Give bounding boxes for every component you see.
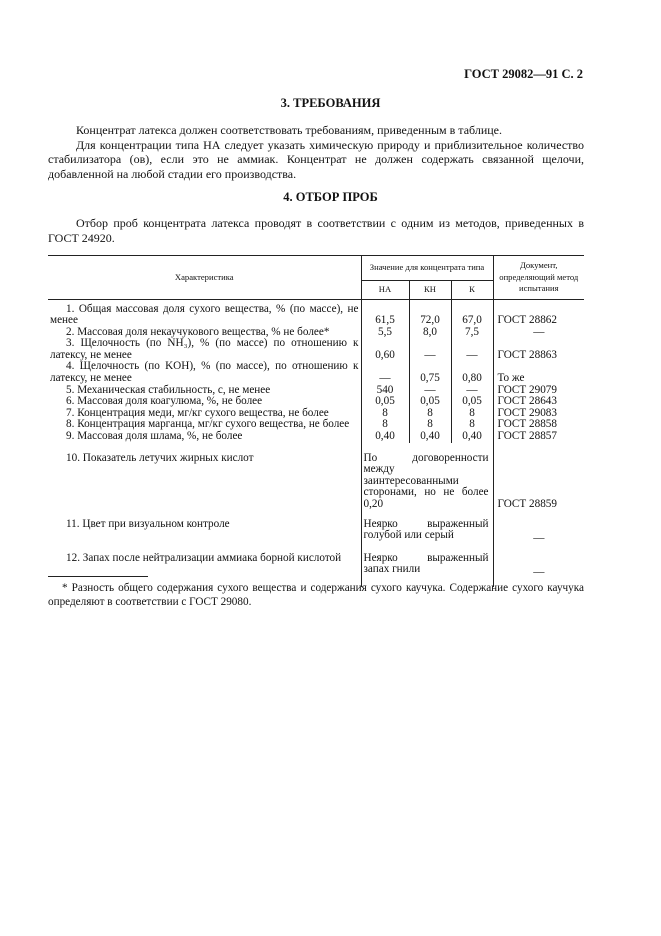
paragraph: Для концентрации типа НА следует указать химическую природу и приблизительное количество стабилизатора (ов), если это не аммиак. Концентрат не должен содержать связанной щелочи, добавленной на любой стадии его производства. xyxy=(48,137,584,181)
value-kn: 8,0 xyxy=(409,327,451,339)
merged-value: Неярко выраженный голубой или серый xyxy=(361,519,493,545)
value-na: 5,5 xyxy=(361,327,409,339)
paragraph: Концентрат латекса должен соответствовать требованиям, приведенным в таблице. xyxy=(76,123,502,137)
table-row xyxy=(48,453,584,511)
table-row xyxy=(48,553,584,579)
value-na: 8 xyxy=(361,408,409,420)
requirements-table xyxy=(48,255,584,587)
table-row xyxy=(48,519,584,545)
col-header-value-group: Значение для концентрата типа xyxy=(361,256,493,281)
value-k: — xyxy=(451,350,493,362)
row-label: 4. Щелочность (по KOH), % (по массе), по отношению к xyxy=(66,360,359,373)
value-kn: 8 xyxy=(409,408,451,420)
value-na: — xyxy=(361,373,409,385)
section-4-title: 4. ОТБОР ПРОБ xyxy=(283,190,378,204)
row-label: 1. Общая массовая доля сухого вещества, % (по массе), не xyxy=(66,302,359,315)
row-label: 9. Массовая доля шлама, %, не более xyxy=(66,430,243,443)
row-label-cont: менее xyxy=(50,314,78,327)
method-doc: ГОСТ 28862 xyxy=(493,315,584,327)
merged-value: По договоренности между заинтересованными сторонами, но не более 0,20 xyxy=(361,453,493,511)
row-label: 3. Щелочность (по NH₃), % (по массе) по отношению к xyxy=(66,337,359,350)
row-label: 7. Концентрация меди, мг/кг сухого вещества, не более xyxy=(66,406,329,419)
row-label: 5. Механическая стабильность, с, не менее xyxy=(66,383,271,396)
value-kn: 0,75 xyxy=(409,373,451,385)
value-na: 61,5 xyxy=(361,315,409,327)
value-k: 8 xyxy=(451,419,493,431)
col-header-characteristic: Характеристика xyxy=(48,256,361,300)
method-doc: ГОСТ 28859 xyxy=(493,453,584,511)
paragraph: Отбор проб концентрата латекса проводят в соответствии с одним из методов, приведенных в ГОСТ 24920. xyxy=(48,216,584,245)
value-k: 0,80 xyxy=(451,373,493,385)
row-label-cont: латексу, не менее xyxy=(50,372,132,385)
row-label: 11. Цвет при визуальном контроле xyxy=(66,517,230,530)
value-na: 0,40 xyxy=(361,431,409,443)
method-doc: ГОСТ 28643 xyxy=(493,396,584,408)
col-header-method: Документ, определяющий метод испытания xyxy=(493,256,584,300)
method-doc: — xyxy=(493,519,584,545)
value-kn: 0,40 xyxy=(409,431,451,443)
value-kn: — xyxy=(409,350,451,362)
row-label-cont: латексу, не менее xyxy=(50,348,132,361)
value-kn: — xyxy=(409,385,451,397)
method-doc: ГОСТ 28858 xyxy=(493,419,584,431)
method-doc: — xyxy=(493,327,584,339)
value-na: 540 xyxy=(361,385,409,397)
value-k: 8 xyxy=(451,408,493,420)
method-doc: — xyxy=(493,553,584,579)
footnote xyxy=(48,582,584,609)
method-doc: ГОСТ 28857 xyxy=(493,431,584,443)
table-row xyxy=(48,431,584,443)
table-row xyxy=(48,373,584,385)
value-k: — xyxy=(451,385,493,397)
method-doc: То же xyxy=(493,373,584,385)
value-k: 7,5 xyxy=(451,327,493,339)
value-k: 0,05 xyxy=(451,396,493,408)
col-header-type-kn: КН xyxy=(409,281,451,300)
merged-value: Неярко выраженный запах гнили xyxy=(361,553,493,579)
section-3-title: 3. ТРЕБОВАНИЯ xyxy=(280,96,381,110)
row-label: 2. Массовая доля некаучукового вещества, % не более* xyxy=(66,325,330,338)
value-na: 8 xyxy=(361,419,409,431)
col-header-type-na: НА xyxy=(361,281,409,300)
row-label: 12. Запах после нейтрализации аммиака борной кислотой xyxy=(66,551,342,564)
section-4-body xyxy=(48,216,584,245)
method-doc: ГОСТ 29083 xyxy=(493,408,584,420)
document-header: ГОСТ 29082—91 С. 2 xyxy=(464,67,583,81)
table-row xyxy=(48,315,584,327)
method-doc: ГОСТ 29079 xyxy=(493,385,584,397)
value-k: 0,40 xyxy=(451,431,493,443)
section-3-body xyxy=(48,123,584,181)
value-kn: 72,0 xyxy=(409,315,451,327)
value-k: 67,0 xyxy=(451,315,493,327)
footnote-text: * Разность общего содержания сухого вещества и содержания сухого каучука. Содержание сухого каучука определяют в соответствии с ГОСТ 29080. xyxy=(48,582,584,608)
row-label: 8. Концентрация марганца, мг/кг сухого вещества, не более xyxy=(66,418,350,431)
value-na: 0,05 xyxy=(361,396,409,408)
row-label: 6. Массовая доля коагулюма, %, не более xyxy=(66,395,263,408)
value-kn: 0,05 xyxy=(409,396,451,408)
row-label: 10. Показатель летучих жирных кислот xyxy=(66,451,254,464)
footnote-divider xyxy=(48,576,148,577)
value-kn: 8 xyxy=(409,419,451,431)
col-header-type-k: К xyxy=(451,281,493,300)
method-doc: ГОСТ 28863 xyxy=(493,350,584,362)
value-na: 0,60 xyxy=(361,350,409,362)
